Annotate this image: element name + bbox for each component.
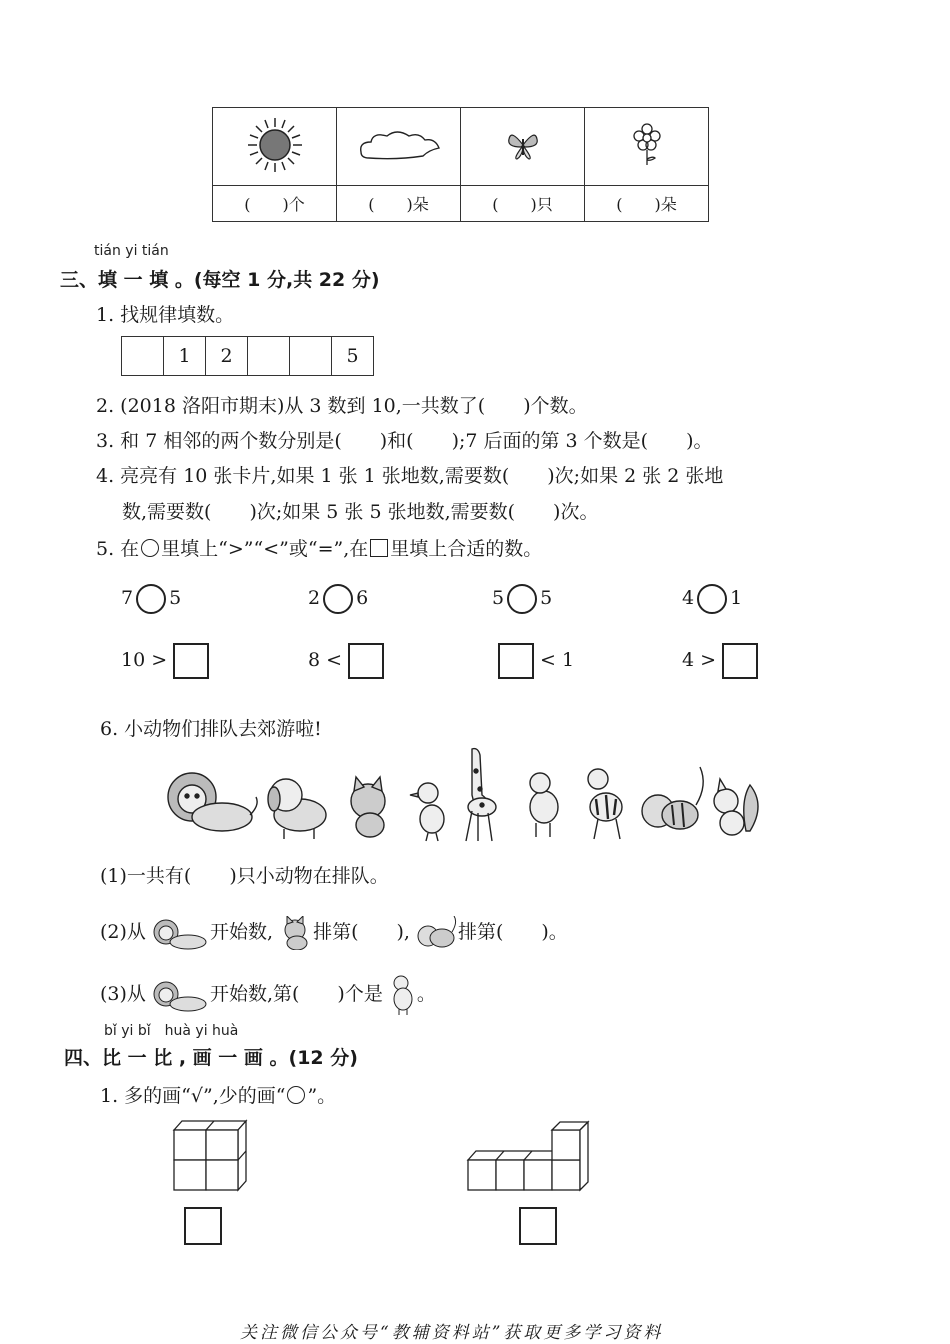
compare-left: 4	[682, 587, 695, 609]
count-sun[interactable]: ( )个	[213, 186, 337, 222]
compare-right: 5	[169, 587, 182, 609]
box-item-1	[121, 643, 209, 679]
question-3-2: 2. (2018 洛阳市期末)从 3 数到 10,一共数了( )个数。	[96, 395, 588, 417]
squirrel-icon	[714, 779, 758, 835]
question-3-6-3	[100, 975, 436, 1015]
lamb-icon	[530, 773, 558, 837]
cube-group-right	[466, 1120, 594, 1192]
sun-icon	[245, 115, 305, 175]
box-expression: < 1	[540, 649, 575, 671]
question-3-1: 1. 找规律填数。	[96, 304, 235, 326]
box-expression: 10 >	[121, 649, 168, 671]
sequence-cell[interactable]	[248, 337, 290, 376]
sequence-cell: 5	[332, 337, 374, 376]
question-3-6-1: (1)一共有( )只小动物在排队。	[100, 865, 389, 887]
cat-icon	[351, 777, 385, 837]
cube-group-left	[172, 1118, 248, 1192]
small-circle-icon	[287, 1086, 305, 1104]
compare-left: 5	[492, 587, 505, 609]
butterfly-icon	[503, 125, 543, 165]
sequence-cell[interactable]	[122, 337, 164, 376]
compare-circle[interactable]	[323, 584, 353, 614]
compare-item-3	[492, 584, 552, 614]
sequence-table	[121, 336, 374, 376]
section4-title: 四、比 一 比 , 画 一 画 。(12 分)	[64, 1047, 358, 1069]
compare-right: 1	[730, 587, 743, 609]
compare-left: 7	[121, 587, 134, 609]
compare-circle[interactable]	[697, 584, 727, 614]
question-3-4-line1: 4. 亮亮有 10 张卡片,如果 1 张 1 张地数,需要数( )次;如果 2 张 2 张地	[96, 465, 724, 487]
cat-icon	[279, 916, 313, 950]
compare-circle[interactable]	[136, 584, 166, 614]
box-item-2	[308, 643, 384, 679]
q6-2-part-c: 排第( ),	[313, 921, 410, 943]
question-3-6-2	[100, 916, 568, 950]
box-item-4	[682, 643, 758, 679]
dog-icon	[268, 779, 326, 839]
compare-item-4	[682, 584, 742, 614]
tiger-icon	[642, 767, 703, 829]
compare-right: 6	[356, 587, 369, 609]
question-3-4-line2: 数,需要数( )次;如果 5 张 5 张地数,需要数( )次。	[122, 501, 599, 523]
tiger-icon	[416, 916, 458, 950]
box-expression: 4 >	[682, 649, 717, 671]
compare-right: 5	[540, 587, 553, 609]
sequence-cell[interactable]	[290, 337, 332, 376]
sun-cell	[213, 108, 337, 186]
q6-2-part-b: 开始数,	[209, 921, 274, 943]
q4-1-part-a: 1. 多的画“√”,少的画“	[100, 1085, 286, 1107]
butterfly-cell	[461, 108, 585, 186]
zebra-icon	[588, 769, 622, 839]
compare-left: 2	[308, 587, 321, 609]
small-square-icon	[370, 539, 388, 557]
animal-parade	[160, 745, 770, 845]
answer-box[interactable]	[173, 643, 209, 679]
count-flower[interactable]: ( )朵	[585, 186, 709, 222]
footer-note: 关注微信公众号“教辅资料站”获取更多学习资料	[240, 1323, 664, 1343]
question-3-6: 6. 小动物们排队去郊游啦!	[100, 718, 322, 740]
answer-box-right[interactable]	[519, 1207, 557, 1245]
count-cloud[interactable]: ( )朵	[337, 186, 461, 222]
q6-3-part-a: (3)从	[100, 983, 146, 1005]
answer-box-left[interactable]	[184, 1207, 222, 1245]
question-3-5	[96, 534, 542, 561]
answer-box[interactable]	[722, 643, 758, 679]
small-circle-icon	[141, 539, 159, 557]
q6-3-part-b: 开始数,第( )个是	[209, 983, 383, 1005]
section3-title: 三、填 一 填 。(每空 1 分,共 22 分)	[60, 269, 380, 291]
q6-2-part-a: (2)从	[100, 921, 146, 943]
cloud-icon	[357, 128, 441, 162]
section3-pinyin: tián yi tián	[94, 243, 169, 259]
lamb-icon	[389, 975, 417, 1015]
picture-count-table	[212, 107, 709, 222]
giraffe-icon	[466, 749, 496, 841]
answer-box[interactable]	[348, 643, 384, 679]
lion-icon	[168, 773, 257, 831]
question-3-5-part-a: 5. 在	[96, 538, 140, 560]
lion-icon	[152, 916, 210, 950]
q6-3-part-c: 。	[416, 983, 436, 1005]
flower-cell	[585, 108, 709, 186]
q6-2-part-d: 排第( )。	[457, 921, 568, 943]
q4-1-part-b: ”。	[307, 1085, 337, 1107]
answer-box[interactable]	[498, 643, 534, 679]
count-butterfly[interactable]: ( )只	[461, 186, 585, 222]
question-4-1	[100, 1081, 336, 1108]
question-3-5-part-c: 里填上合适的数。	[390, 538, 543, 560]
question-3-3: 3. 和 7 相邻的两个数分别是( )和( );7 后面的第 3 个数是( )。	[96, 430, 713, 452]
flower-icon	[630, 123, 664, 167]
sequence-cell: 1	[164, 337, 206, 376]
box-expression: 8 <	[308, 649, 343, 671]
question-3-5-part-b: 里填上“>”“<”或“=”,在	[161, 538, 369, 560]
compare-circle[interactable]	[507, 584, 537, 614]
section4-pinyin: bǐ yi bǐ huà yi huà	[104, 1023, 239, 1039]
cloud-cell	[337, 108, 461, 186]
duck-icon	[410, 783, 444, 841]
sequence-cell: 2	[206, 337, 248, 376]
box-item-3	[498, 643, 574, 679]
compare-item-1	[121, 584, 181, 614]
lion-icon	[152, 978, 210, 1012]
compare-item-2	[308, 584, 368, 614]
